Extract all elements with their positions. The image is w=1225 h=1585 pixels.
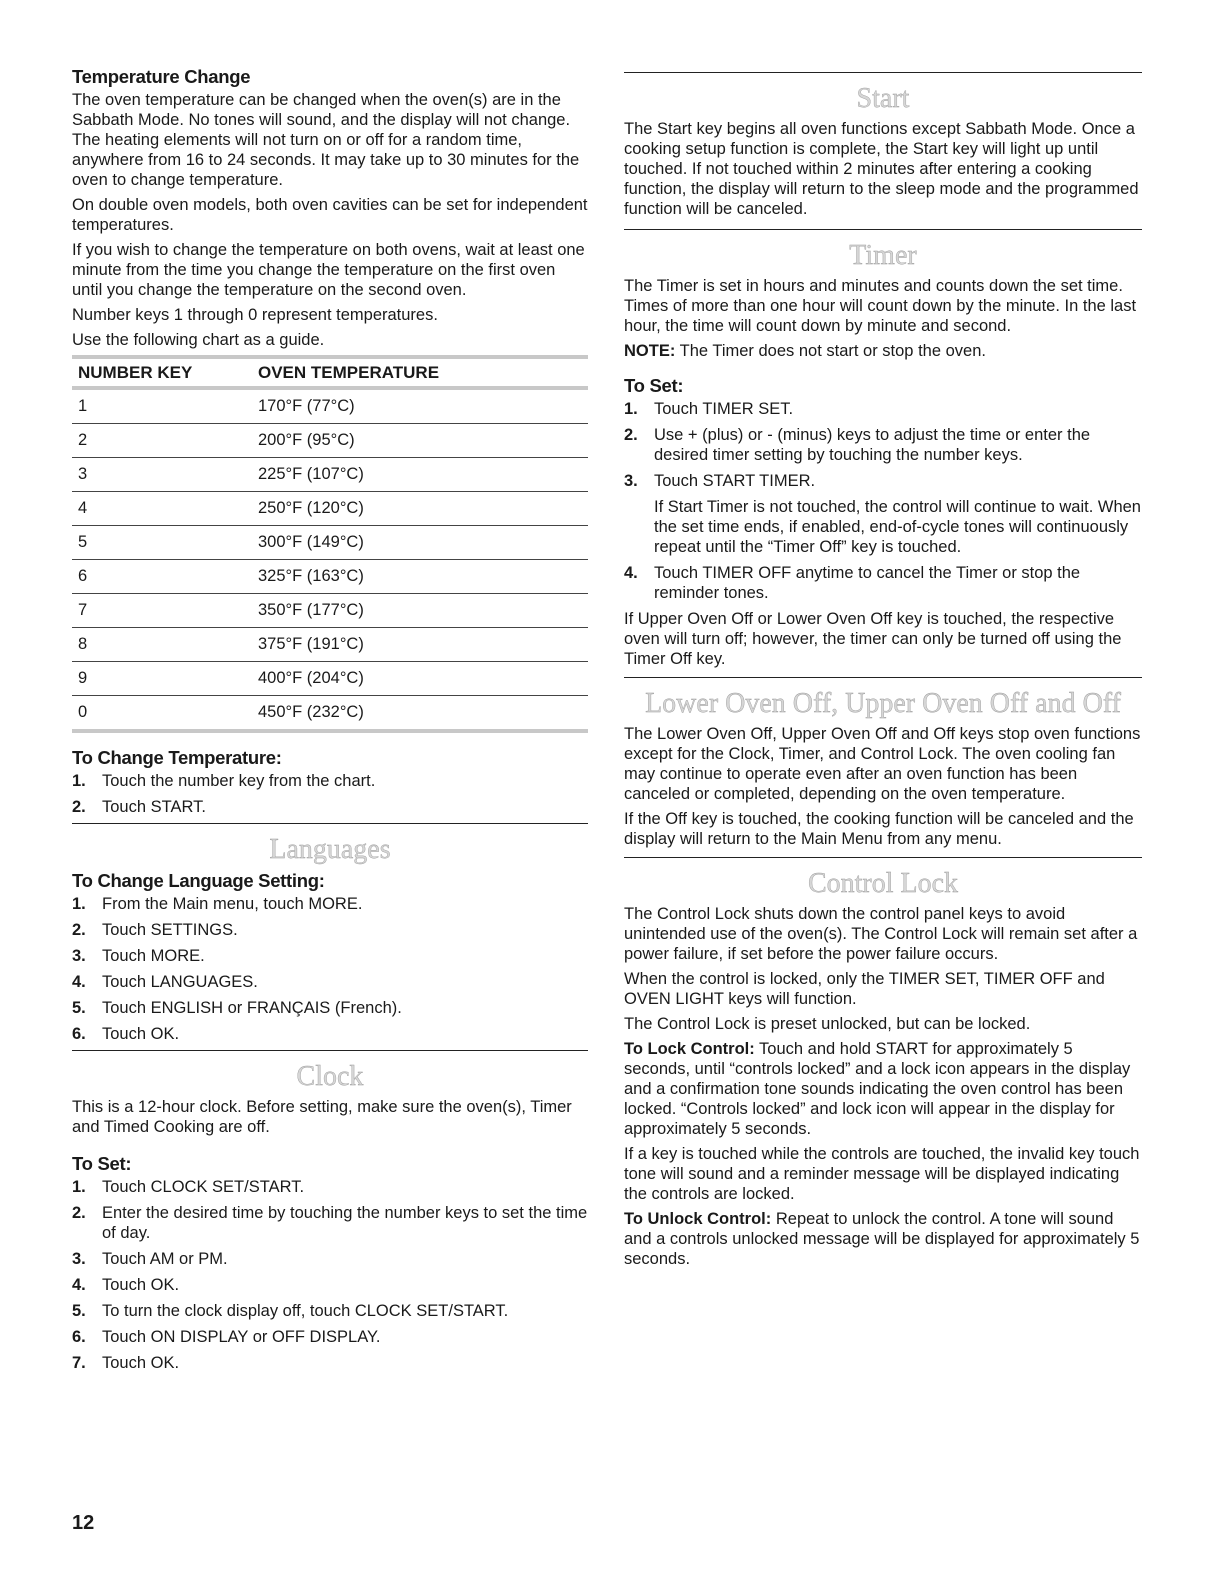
chart-guide-paragraph: Use the following chart as a guide. <box>72 331 325 349</box>
temperature-cell: 350°F (177°C) <box>252 594 588 628</box>
change-language-heading: To Change Language Setting: <box>72 870 325 891</box>
step-text: Touch OK. <box>102 1354 180 1372</box>
control-lock-paragraph: The Control Lock shuts down the control panel keys to avoid unintended use of the oven(s). The Control Lock will remain set after a power failure, if set before the power failure occurs. <box>624 905 1138 963</box>
oven-temperature-header: OVEN TEMPERATURE <box>252 357 588 388</box>
table-row <box>72 628 588 662</box>
temperature-cell: 225°F (107°C) <box>252 458 588 492</box>
step-text: Touch TIMER OFF anytime to cancel the Timer or stop the reminder tones. <box>654 564 1081 602</box>
list-item: 4. Touch OK. <box>72 1276 180 1294</box>
list-item: 4. Touch TIMER OFF anytime to cancel the Timer or stop the reminder tones. <box>624 564 1081 602</box>
step-text: Touch OK. <box>102 1025 180 1043</box>
temperature-change-heading: Temperature Change <box>72 66 251 87</box>
timer-steps <box>624 399 1142 603</box>
unlock-control-paragraph <box>624 1209 1142 1269</box>
list-item: 5. To turn the clock display off, touch CLOCK SET/START. <box>72 1302 509 1320</box>
both-ovens-paragraph: If you wish to change the temperature on both ovens, wait at least one minute from the time you change the temperature on the first oven until you change the temperature on the second oven. <box>72 241 585 299</box>
section-divider <box>624 677 1142 678</box>
unlock-control-label: To Unlock Control: <box>624 1210 772 1228</box>
note-text: The Timer does not start or stop the oven. <box>675 342 986 360</box>
language-steps <box>72 894 588 1044</box>
clock-set-heading: To Set: <box>72 1153 132 1174</box>
step-text: To turn the clock display off, touch CLOCK SET/START. <box>102 1302 509 1320</box>
list-item: 1. From the Main menu, touch MORE. <box>72 895 363 913</box>
right-column <box>624 72 1142 1274</box>
clock-steps <box>72 1177 588 1373</box>
locked-keys-paragraph: When the control is locked, only the TIMER SET, TIMER OFF and OVEN LIGHT keys will function. <box>624 970 1105 1008</box>
timer-paragraph: The Timer is set in hours and minutes and counts down the set time. Times of more than one hour will count down by the minute. In the last hour, the time will count down by minute and second. <box>624 277 1137 335</box>
change-temperature-steps <box>72 771 588 817</box>
list-item: 5. Touch ENGLISH or FRANÇAIS (French). <box>72 999 402 1017</box>
step-text: Touch the number key from the chart. <box>102 772 376 790</box>
temperature-cell: 375°F (191°C) <box>252 628 588 662</box>
section-divider <box>72 823 588 824</box>
number-key-cell: 5 <box>72 526 252 560</box>
step-text: Touch LANGUAGES. <box>102 973 258 991</box>
section-divider <box>72 1050 588 1051</box>
step-text: Touch ON DISPLAY or OFF DISPLAY. <box>102 1328 381 1346</box>
step-subtext: If Start Timer is not touched, the control will continue to wait. When the set time ends, if enabled, end-of-cycle tones will continuously repeat until the “Timer Off” key is touched. <box>654 498 1141 556</box>
section-divider <box>624 72 1142 73</box>
step-text: Touch CLOCK SET/START. <box>102 1178 305 1196</box>
list-item: 3. Touch MORE. <box>72 947 205 965</box>
temperature-cell: 325°F (163°C) <box>252 560 588 594</box>
step-text: Touch START TIMER. <box>654 472 816 490</box>
timer-set-heading: To Set: <box>624 375 684 396</box>
step-text: Touch ENGLISH or FRANÇAIS (French). <box>102 999 402 1017</box>
note-label: NOTE: <box>624 342 676 360</box>
temperature-cell: 200°F (95°C) <box>252 424 588 458</box>
temperature-cell: 170°F (77°C) <box>252 388 588 424</box>
oven-off-paragraph: The Lower Oven Off, Upper Oven Off and Off keys stop oven functions except for the Clock, Timer, and Control Lock. The oven cooling fan may continue to operate even after an oven function has been canceled or completed, depending on the oven temperature. <box>624 725 1141 803</box>
double-oven-paragraph: On double oven models, both oven cavities can be set for independent temperatures. <box>72 196 588 234</box>
timer-note <box>624 341 1142 361</box>
table-row <box>72 424 588 458</box>
clock-intro-paragraph: This is a 12-hour clock. Before setting, make sure the oven(s), Timer and Timed Cooking are off. <box>72 1098 572 1136</box>
table-row <box>72 388 588 424</box>
step-text: Enter the desired time by touching the number keys to set the time of day. <box>102 1204 588 1242</box>
change-temperature-heading: To Change Temperature: <box>72 747 282 768</box>
step-text: Touch AM or PM. <box>102 1250 228 1268</box>
temperature-cell: 450°F (232°C) <box>252 696 588 732</box>
number-key-cell: 1 <box>72 388 252 424</box>
list-item: 1. Touch the number key from the chart. <box>72 772 376 790</box>
page-number: 12 <box>72 1512 95 1534</box>
list-item: 6. Touch OK. <box>72 1025 180 1043</box>
temperature-cell: 300°F (149°C) <box>252 526 588 560</box>
step-text: Touch OK. <box>102 1276 180 1294</box>
number-key-cell: 6 <box>72 560 252 594</box>
step-text: Touch SETTINGS. <box>102 921 238 939</box>
list-item: 3. Touch START TIMER. If Start Timer is not touched, the control will continue to wait. When the set time ends, if enabled, end-of-cycle tones will continuously repeat until the “Timer Off” key is touched. <box>624 472 1141 556</box>
list-item: 2. Touch SETTINGS. <box>72 921 238 939</box>
list-item: 3. Touch AM or PM. <box>72 1250 228 1268</box>
lock-control-text: Touch and hold START for approximately 5 seconds, until “controls locked” and a lock icon appears in the display and a confirmation tone sounds indicating the oven control has been locked. “Controls locked” and lock icon will appear in the display for approximately 5 seconds. <box>624 1040 1131 1138</box>
table-row <box>72 526 588 560</box>
list-item: 2. Enter the desired time by touching the number keys to set the time of day. <box>72 1204 588 1242</box>
number-key-cell: 2 <box>72 424 252 458</box>
section-divider <box>624 857 1142 858</box>
list-item: 1. Touch CLOCK SET/START. <box>72 1178 305 1196</box>
preset-unlocked-paragraph: The Control Lock is preset unlocked, but can be locked. <box>624 1015 1031 1033</box>
table-row <box>72 560 588 594</box>
timer-section-title: Timer <box>849 240 917 271</box>
step-text: From the Main menu, touch MORE. <box>102 895 363 913</box>
list-item: 7. Touch OK. <box>72 1354 180 1372</box>
temperature-table <box>72 355 588 733</box>
step-text: Use + (plus) or - (minus) keys to adjust the time or enter the desired timer setting by touching the number keys. <box>654 426 1091 464</box>
start-section-title: Start <box>856 83 910 114</box>
table-row <box>72 594 588 628</box>
list-item: 4. Touch LANGUAGES. <box>72 973 258 991</box>
number-key-cell: 3 <box>72 458 252 492</box>
table-row <box>72 662 588 696</box>
number-key-header: NUMBER KEY <box>72 357 252 388</box>
section-divider <box>624 229 1142 230</box>
number-keys-paragraph: Number keys 1 through 0 represent temperatures. <box>72 306 438 324</box>
list-item: 6. Touch ON DISPLAY or OFF DISPLAY. <box>72 1328 381 1346</box>
temperature-cell: 250°F (120°C) <box>252 492 588 526</box>
left-column <box>72 66 588 1379</box>
table-header-row <box>72 357 588 388</box>
temperature-cell: 400°F (204°C) <box>252 662 588 696</box>
number-key-cell: 7 <box>72 594 252 628</box>
table-row <box>72 696 588 732</box>
oven-off-section-title: Lower Oven Off, Upper Oven Off and Off <box>645 688 1121 719</box>
step-text: Touch START. <box>102 798 206 816</box>
step-text: Touch TIMER SET. <box>654 400 794 418</box>
table-row <box>72 492 588 526</box>
invalid-key-paragraph: If a key is touched while the controls are touched, the invalid key touch tone will sound and a reminder message will be displayed indicating the controls are locked. <box>624 1145 1140 1203</box>
start-paragraph: The Start key begins all oven functions except Sabbath Mode. Once a cooking setup function is complete, the Start key will light up until touched. If not touched within 2 minutes after entering a cooking function, the display will return to the sleep mode and the programmed function will be canceled. <box>624 120 1139 218</box>
step-text: Touch MORE. <box>102 947 205 965</box>
number-key-cell: 4 <box>72 492 252 526</box>
number-key-cell: 8 <box>72 628 252 662</box>
list-item: 1. Touch TIMER SET. <box>624 400 794 418</box>
timer-off-paragraph: If Upper Oven Off or Lower Oven Off key is touched, the respective oven will turn off; however, the timer can only be turned off using the Timer Off key. <box>624 610 1122 668</box>
list-item: 2. Touch START. <box>72 798 206 816</box>
control-lock-section-title: Control Lock <box>807 868 959 899</box>
off-key-paragraph: If the Off key is touched, the cooking function will be canceled and the display will return to the Main Menu from any menu. <box>624 810 1134 848</box>
languages-section-title: Languages <box>269 834 391 865</box>
lock-control-label: To Lock Control: <box>624 1040 755 1058</box>
unlock-control-text: Repeat to unlock the control. A tone will sound and a controls unlocked message will be displayed for approximately 5 seconds. <box>624 1210 1140 1268</box>
table-row <box>72 458 588 492</box>
temperature-change-paragraph: The oven temperature can be changed when the oven(s) are in the Sabbath Mode. No tones will sound, and the display will not change. The heating elements will not turn on or off for a random time, anywhere from 16 to 24 seconds. It may take up to 30 minutes for the oven to change temperature. <box>72 91 580 189</box>
clock-section-title: Clock <box>296 1061 364 1092</box>
number-key-cell: 9 <box>72 662 252 696</box>
lock-control-paragraph <box>624 1039 1142 1139</box>
number-key-cell: 0 <box>72 696 252 732</box>
list-item: 2. Use + (plus) or - (minus) keys to adjust the time or enter the desired timer setting by touching the number keys. <box>624 426 1091 464</box>
